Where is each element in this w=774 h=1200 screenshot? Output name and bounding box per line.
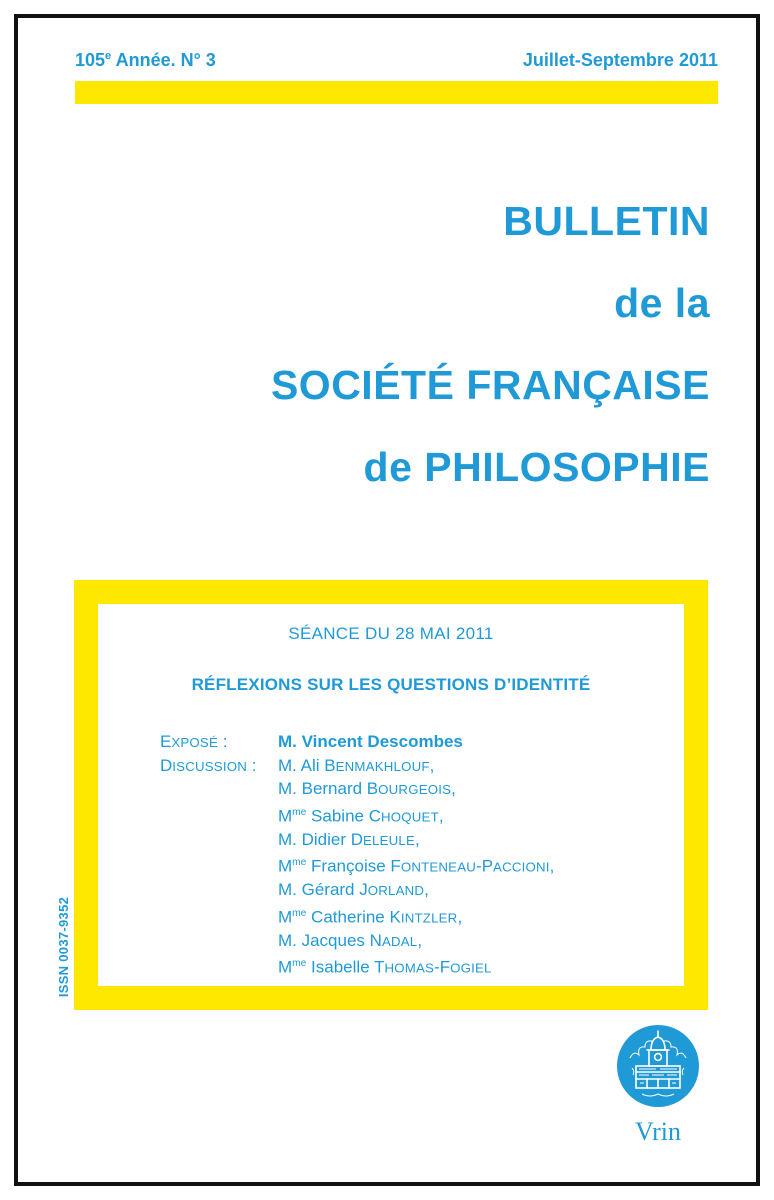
cover-header	[75, 50, 718, 71]
publisher-block	[616, 1024, 700, 1147]
issue-superscript: e	[105, 50, 112, 62]
issue-period: Juillet-Septembre 2011	[522, 50, 718, 70]
participant-role-label	[160, 852, 278, 879]
participant-line	[160, 953, 684, 980]
journal-title	[271, 180, 710, 508]
participant-name: $M^{me}$ Sabine CHOQUET,	[278, 806, 444, 826]
participant-line	[160, 778, 684, 802]
session-panel-inner	[98, 604, 684, 986]
issue-number: 105e Année. N° 3	[75, 50, 216, 70]
participant-line	[160, 879, 684, 903]
participant-line	[160, 731, 684, 755]
participant-line	[160, 903, 684, 930]
vrin-building-emblem-icon	[616, 1024, 700, 1108]
participant-name: M. Gérard JORLAND,	[278, 880, 429, 900]
title-line-2: de la	[614, 280, 710, 326]
participant-name: $M^{me}$ Catherine KINTZLER,	[278, 907, 463, 927]
participant-line	[160, 829, 684, 853]
speaker-list	[98, 731, 684, 981]
speaker-name: M. Vincent Descombes	[278, 732, 463, 751]
header-yellow-rule	[75, 81, 718, 104]
participant-name: M. Bernard BOURGEOIS,	[278, 779, 456, 798]
participant-role-label	[160, 829, 278, 853]
participant-role-label: DISCUSSION :	[160, 755, 257, 775]
title-line-3: SOCIÉTÉ FRANÇAISE	[270, 362, 710, 408]
title-line-4: de PHILOSOPHIE	[363, 444, 710, 490]
participant-name	[278, 731, 463, 755]
participant-name: M. Ali BENMAKHLOUF,	[278, 755, 435, 775]
participant-role-label	[160, 879, 278, 903]
session-topic-heading: RÉFLEXIONS SUR LES QUESTIONS D’IDENTITÉ	[191, 675, 591, 694]
session-date-heading: SÉANCE DU 28 MAI 2011	[288, 624, 494, 643]
participant-line	[160, 852, 684, 879]
participant-role-label: EXPOSÉ :	[160, 732, 228, 751]
session-panel	[74, 580, 708, 1010]
publisher-name: Vrin	[634, 1117, 682, 1146]
participant-line	[160, 802, 684, 829]
participant-name: M. Didier DELEULE,	[278, 829, 420, 849]
participant-name: M. Jacques NADAL,	[278, 930, 423, 950]
issn-label: ISSN 0037-9352	[56, 896, 71, 998]
participant-role-label	[160, 802, 278, 829]
participant-role-label	[160, 903, 278, 930]
participant-line	[160, 755, 684, 779]
participant-role-label	[160, 930, 278, 954]
participant-line	[160, 930, 684, 954]
title-line-1: BULLETIN	[503, 198, 710, 244]
participant-role-label	[160, 953, 278, 980]
participant-name: $M^{me}$ Françoise FONTENEAU-PACCIONI,	[278, 856, 555, 876]
participant-name: $M^{me}$ Isabelle THOMAS-FOGIEL	[278, 958, 492, 978]
participant-role-label	[160, 778, 278, 802]
